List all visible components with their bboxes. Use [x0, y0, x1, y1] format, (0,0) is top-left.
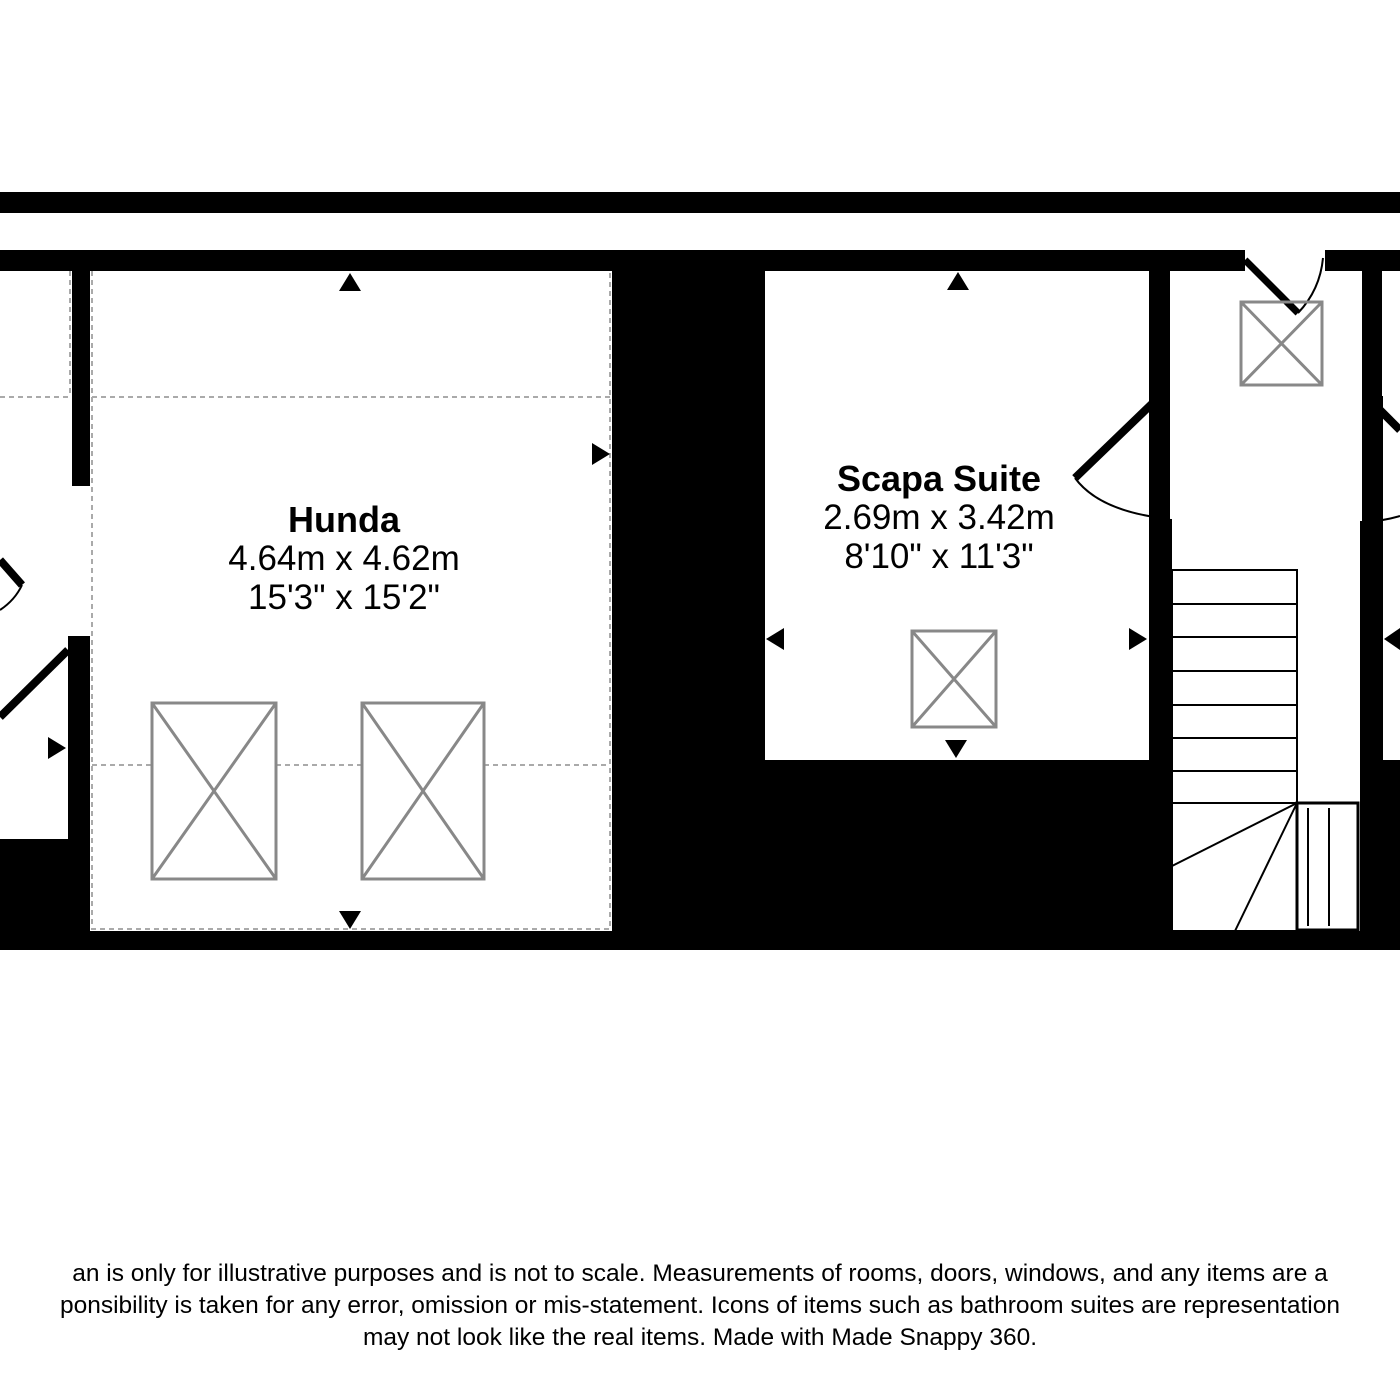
- hallway-mid: [1170, 396, 1362, 521]
- left-corridor-lower: [0, 636, 68, 839]
- hallway-upper: [1170, 271, 1362, 396]
- right-room-upper: [1380, 271, 1400, 396]
- disclaimer-line: an is only for illustrative purposes and is not to scale. Measurements of rooms, doors, windows, and any items are a: [72, 1260, 1328, 1287]
- disclaimer-line: may not look like the real items. Made with Made Snappy 360.: [362, 1324, 1038, 1351]
- room-imperial-hunda: 15'3" x 15'2": [248, 578, 440, 617]
- right-room-lower: [1383, 396, 1400, 760]
- room-name-hunda: Hunda: [288, 499, 400, 540]
- stairs-area: [1172, 521, 1297, 931]
- room-imperial-scapa: 8'10" x 11'3": [844, 537, 1034, 576]
- hallway-lower: [1297, 521, 1360, 803]
- hall-wall-left-lower: [1150, 519, 1172, 931]
- room-metric-hunda: 4.64m x 4.62m: [228, 539, 460, 578]
- hall-wall-right: [1362, 271, 1382, 399]
- top-boundary-wall: [0, 192, 1400, 213]
- room-metric-scapa: 2.69m x 3.42m: [823, 498, 1055, 537]
- disclaimer: [0, 1258, 1400, 1354]
- hall-wall-right-lower: [1362, 521, 1383, 760]
- left-corridor-upper: [0, 271, 72, 486]
- room-name-scapa: Scapa Suite: [836, 458, 1042, 499]
- disclaimer-line: ponsibility is taken for any error, omission or mis-statement. Icons of items such as bathroom suites are representation: [59, 1292, 1340, 1319]
- hall-wall-left: [1150, 271, 1170, 395]
- hunda-wall-gap: [72, 486, 92, 636]
